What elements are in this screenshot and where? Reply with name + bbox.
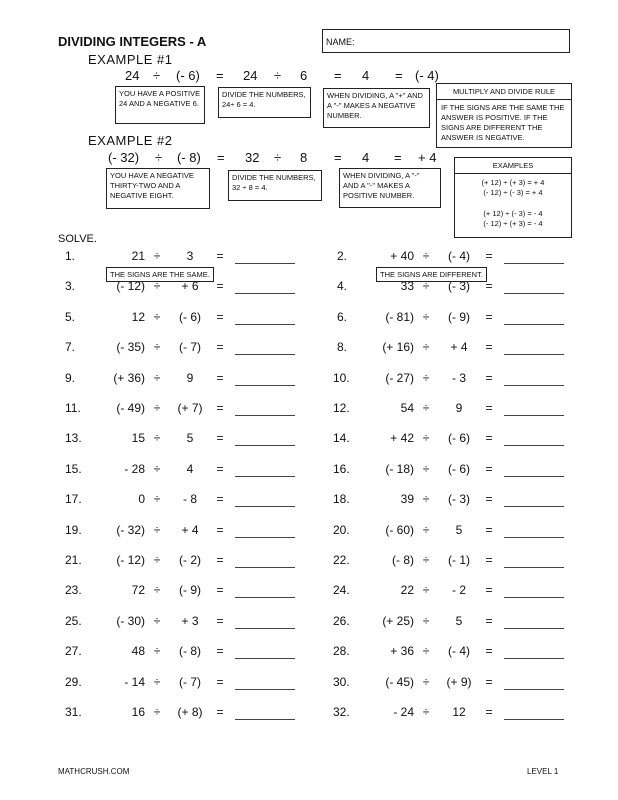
problem-number: 16. xyxy=(333,461,350,476)
dividend: 21 xyxy=(131,249,145,263)
problem-number: 20. xyxy=(333,522,350,537)
eq2-div: ÷ xyxy=(274,150,282,165)
problem-number: 28. xyxy=(333,644,350,659)
example-line: (+ 12) ÷ (- 3) = - 4 xyxy=(483,209,543,218)
dividend: 0 xyxy=(138,492,145,507)
problem-number: 29. xyxy=(65,674,82,689)
problem-number: 11. xyxy=(65,401,81,415)
divide-sign: ÷ xyxy=(153,309,161,324)
eq1-term: (- 4) xyxy=(415,68,439,83)
dividend: (- 60) xyxy=(385,522,414,537)
problem-number: 14. xyxy=(333,431,350,446)
problem-number: 30. xyxy=(333,674,350,689)
divisor: (- 1) xyxy=(448,553,470,567)
eq2-term: + 4 xyxy=(418,150,437,165)
dividend: 54 xyxy=(400,401,414,415)
divide-sign: ÷ xyxy=(422,461,430,476)
problem-number: 13. xyxy=(65,431,82,446)
problem-number: 23. xyxy=(65,583,82,598)
divisor: (+ 9) xyxy=(446,674,472,689)
problem-number: 18. xyxy=(333,492,350,507)
answer-blank[interactable] xyxy=(504,628,564,629)
dividend: (- 30) xyxy=(116,613,145,628)
eq2-term: (- 32) xyxy=(108,150,140,165)
equals-sign: = xyxy=(485,674,493,689)
divisor: (- 4) xyxy=(448,644,470,659)
divisor: 5 xyxy=(455,613,463,628)
divisor: (- 7) xyxy=(179,674,201,689)
equals-sign: = xyxy=(216,492,224,507)
equals-sign: = xyxy=(485,279,493,294)
dividend: 39 xyxy=(400,492,414,507)
divide-sign: ÷ xyxy=(422,370,430,385)
eq1-eq: = xyxy=(334,68,342,83)
divide-sign: ÷ xyxy=(153,705,161,719)
divisor: (- 9) xyxy=(179,583,201,598)
problem-row xyxy=(269,249,589,269)
divide-sign: ÷ xyxy=(422,431,430,446)
equals-sign: = xyxy=(216,370,224,385)
divide-sign: ÷ xyxy=(153,340,161,355)
equals-sign: = xyxy=(485,340,493,355)
problem-number: 21. xyxy=(65,553,82,567)
divide-sign: ÷ xyxy=(153,553,161,567)
divide-sign: ÷ xyxy=(153,613,161,628)
eq2-term: 8 xyxy=(300,150,308,165)
problem-row xyxy=(269,431,589,451)
divide-sign: ÷ xyxy=(422,705,430,719)
equals-sign: = xyxy=(216,583,224,598)
divisor: (- 3) xyxy=(448,279,470,294)
problem-number: 32. xyxy=(333,705,350,719)
divide-sign: ÷ xyxy=(422,249,430,263)
multiply-divide-rule-box xyxy=(436,83,572,148)
equals-sign: = xyxy=(216,553,224,567)
divisor: + 4 xyxy=(450,340,468,355)
dividend: 72 xyxy=(131,583,145,598)
divisor: (- 4) xyxy=(448,249,470,263)
divisor: - 2 xyxy=(451,583,466,598)
divisor: - 8 xyxy=(182,492,197,507)
eq1-eq: = xyxy=(395,68,403,83)
problem-row xyxy=(269,705,589,725)
divisor: 3 xyxy=(186,249,194,263)
equals-sign: = xyxy=(216,249,224,263)
equals-sign: = xyxy=(216,613,224,628)
problem-row xyxy=(269,340,589,360)
eq1-term: (- 6) xyxy=(176,68,200,83)
divide-sign: ÷ xyxy=(422,401,430,415)
dividend: (+ 16) xyxy=(382,340,414,355)
divisor: (- 6) xyxy=(448,461,470,476)
divisor: (+ 7) xyxy=(177,401,203,415)
problem-number: 31. xyxy=(65,705,82,719)
equals-sign: = xyxy=(216,522,224,537)
divide-sign: ÷ xyxy=(153,492,161,507)
hint-problem-1: THE SIGNS ARE THE SAME. xyxy=(106,267,214,282)
eq1-eq: = xyxy=(216,68,224,83)
equals-sign: = xyxy=(485,553,493,567)
divide-sign: ÷ xyxy=(153,583,161,598)
equals-sign: = xyxy=(485,644,493,659)
dividend: - 14 xyxy=(124,674,145,689)
dividend: (- 32) xyxy=(116,522,145,537)
divide-sign: ÷ xyxy=(422,309,430,324)
answer-blank[interactable] xyxy=(504,445,564,446)
problem-number: 25. xyxy=(65,613,82,628)
equals-sign: = xyxy=(216,279,224,294)
dividend: (- 49) xyxy=(116,401,145,415)
eq1-term: 4 xyxy=(362,68,370,83)
problem-number: 4. xyxy=(337,279,348,294)
dividend: 16 xyxy=(131,705,145,719)
divide-sign: ÷ xyxy=(153,522,161,537)
divisor: (- 3) xyxy=(448,492,470,507)
divisor: 4 xyxy=(186,461,194,476)
examples-box xyxy=(454,157,572,238)
worksheet-title: DIVIDING INTEGERS - A xyxy=(58,34,207,49)
example-1-note-3: WHEN DIVIDING, A "+" AND A "-" MAKES A NEGATIVE NUMBER. xyxy=(323,88,430,128)
dividend: (+ 36) xyxy=(113,370,145,385)
eq1-term: 6 xyxy=(300,68,308,83)
example-line: (- 12) ÷ (+ 3) = - 4 xyxy=(483,219,543,228)
eq2-eq: = xyxy=(334,150,342,165)
divide-sign: ÷ xyxy=(422,674,430,689)
answer-blank[interactable] xyxy=(504,293,564,294)
dividend: + 42 xyxy=(390,431,414,446)
equals-sign: = xyxy=(485,492,493,507)
name-field[interactable] xyxy=(322,29,570,53)
answer-blank[interactable] xyxy=(504,506,564,507)
footer-site: MATHCRUSH.COM xyxy=(58,767,130,776)
divide-sign: ÷ xyxy=(153,279,161,294)
examples-heading: EXAMPLES xyxy=(455,158,571,174)
eq2-term: 32 xyxy=(245,150,260,165)
divide-sign: ÷ xyxy=(422,644,430,659)
equals-sign: = xyxy=(485,401,493,415)
equals-sign: = xyxy=(216,644,224,659)
problem-number: 17. xyxy=(65,492,82,507)
divide-sign: ÷ xyxy=(153,249,161,263)
eq1-term: 24 xyxy=(243,68,258,83)
example-1-note-2: DIVIDE THE NUMBERS, 24÷ 6 = 4. xyxy=(218,87,311,118)
equals-sign: = xyxy=(485,583,493,598)
divisor: 9 xyxy=(186,370,194,385)
eq1-div: ÷ xyxy=(274,68,282,83)
divisor: + 3 xyxy=(181,613,199,628)
equals-sign: = xyxy=(485,431,493,446)
divide-sign: ÷ xyxy=(153,370,161,385)
problem-number: 27. xyxy=(65,644,82,659)
problem-row xyxy=(269,553,589,573)
example-1-heading: EXAMPLE #1 xyxy=(88,52,173,67)
problem-number: 26. xyxy=(333,613,350,628)
problem-number: 2. xyxy=(337,249,348,263)
dividend: - 24 xyxy=(393,705,414,719)
problem-number: 5. xyxy=(65,309,76,324)
equals-sign: = xyxy=(485,461,493,476)
rule-text: IF THE SIGNS ARE THE SAME THE ANSWER IS POSITIVE. IF THE SIGNS ARE DIFFERENT THE ANSWER IS NEGATIVE. xyxy=(441,103,565,142)
divisor: 12 xyxy=(452,705,466,719)
problem-row xyxy=(269,401,589,421)
divisor: 5 xyxy=(455,522,463,537)
example-line: (+ 12) ÷ (+ 3) = + 4 xyxy=(481,178,545,187)
divisor: (- 2) xyxy=(179,553,201,567)
divide-sign: ÷ xyxy=(153,674,161,689)
divisor: 5 xyxy=(186,431,194,446)
dividend: (- 8) xyxy=(392,553,414,567)
eq1-term: 24 xyxy=(125,68,140,83)
divisor: - 3 xyxy=(451,370,466,385)
eq2-eq: = xyxy=(217,150,225,165)
divide-sign: ÷ xyxy=(422,553,430,567)
problem-number: 12. xyxy=(333,401,350,415)
equals-sign: = xyxy=(216,705,224,719)
dividend: + 36 xyxy=(390,644,414,659)
dividend: 15 xyxy=(131,431,145,446)
example-1-equation xyxy=(0,68,618,84)
dividend: (- 18) xyxy=(385,461,414,476)
answer-blank[interactable] xyxy=(504,537,564,538)
problem-row xyxy=(269,614,589,634)
problem-number: 19. xyxy=(65,522,82,537)
example-2-equation xyxy=(0,150,454,166)
problem-number: 9. xyxy=(65,370,76,385)
solve-label: SOLVE. xyxy=(58,233,97,245)
example-2-note-2: DIVIDE THE NUMBERS, 32 ÷ 8 = 4. xyxy=(228,170,322,201)
problem-row xyxy=(269,583,589,603)
divisor: 9 xyxy=(455,401,463,415)
divisor: + 6 xyxy=(181,279,199,294)
equals-sign: = xyxy=(216,461,224,476)
equals-sign: = xyxy=(216,431,224,446)
example-1-note-1: YOU HAVE A POSITIVE 24 AND A NEGATIVE 6. xyxy=(115,86,205,124)
equals-sign: = xyxy=(216,401,224,415)
problem-number: 6. xyxy=(337,309,348,324)
divide-sign: ÷ xyxy=(422,522,430,537)
equals-sign: = xyxy=(485,705,493,719)
problem-number: 10. xyxy=(333,370,350,385)
equals-sign: = xyxy=(216,674,224,689)
problem-row xyxy=(269,675,589,695)
divide-sign: ÷ xyxy=(422,279,430,294)
answer-blank[interactable] xyxy=(504,354,564,355)
dividend: (- 27) xyxy=(385,370,414,385)
answer-blank[interactable] xyxy=(504,415,564,416)
problem-row xyxy=(269,523,589,543)
divide-sign: ÷ xyxy=(422,492,430,507)
problem-row xyxy=(269,492,589,512)
answer-blank[interactable] xyxy=(504,263,564,264)
dividend: (- 35) xyxy=(116,340,145,355)
problem-row xyxy=(269,644,589,664)
equals-sign: = xyxy=(485,309,493,324)
answer-blank[interactable] xyxy=(504,719,564,720)
problem-number: 3. xyxy=(65,279,76,294)
equals-sign: = xyxy=(216,340,224,355)
divisor: + 4 xyxy=(181,522,199,537)
problem-number: 24. xyxy=(333,583,350,598)
dividend: (- 81) xyxy=(385,309,414,324)
dividend: 12 xyxy=(131,309,145,324)
problem-row xyxy=(269,310,589,330)
answer-blank[interactable] xyxy=(504,567,564,568)
divisor: (- 8) xyxy=(179,644,201,659)
divide-sign: ÷ xyxy=(422,613,430,628)
eq2-term: (- 8) xyxy=(177,150,201,165)
dividend: - 28 xyxy=(124,461,145,476)
equals-sign: = xyxy=(216,309,224,324)
equals-sign: = xyxy=(485,613,493,628)
divide-sign: ÷ xyxy=(153,401,161,415)
dividend: 48 xyxy=(131,644,145,659)
problem-row xyxy=(269,371,589,391)
problem-number: 8. xyxy=(337,340,348,355)
eq2-eq: = xyxy=(394,150,402,165)
name-label: NAME: xyxy=(326,37,355,47)
dividend: (- 45) xyxy=(385,674,414,689)
answer-blank[interactable] xyxy=(504,689,564,690)
dividend: (- 12) xyxy=(116,553,145,567)
dividend: 33 xyxy=(400,279,414,294)
example-2-note-3: WHEN DIVIDING, A "-" AND A "-" MAKES A POSITIVE NUMBER. xyxy=(339,168,441,208)
divide-sign: ÷ xyxy=(153,431,161,446)
divisor: (- 6) xyxy=(179,309,201,324)
divide-sign: ÷ xyxy=(422,340,430,355)
example-2-heading: EXAMPLE #2 xyxy=(88,133,173,148)
eq2-div: ÷ xyxy=(155,150,163,165)
example-2-note-1: YOU HAVE A NEGATIVE THIRTY-TWO AND A NEGATIVE EIGHT. xyxy=(106,168,210,209)
problem-number: 7. xyxy=(65,340,76,355)
divide-sign: ÷ xyxy=(422,583,430,598)
equals-sign: = xyxy=(485,249,493,263)
rule-heading: MULTIPLY AND DIVIDE RULE xyxy=(437,84,571,100)
answer-blank[interactable] xyxy=(504,385,564,386)
divisor: (- 6) xyxy=(448,431,470,446)
answer-blank[interactable] xyxy=(504,324,564,325)
divisor: (- 9) xyxy=(448,309,470,324)
answer-blank[interactable] xyxy=(504,658,564,659)
divide-sign: ÷ xyxy=(153,644,161,659)
example-line: (- 12) ÷ (- 3) = + 4 xyxy=(483,188,543,197)
dividend: + 40 xyxy=(390,249,414,263)
hint-problem-2: THE SIGNS ARE DIFFERENT. xyxy=(376,267,487,282)
dividend: 22 xyxy=(400,583,414,598)
divisor: (+ 8) xyxy=(177,705,203,719)
eq1-div: ÷ xyxy=(153,68,161,83)
problem-number: 1. xyxy=(65,249,76,263)
footer-level: LEVEL 1 xyxy=(527,767,559,776)
dividend: (- 12) xyxy=(116,279,145,294)
equals-sign: = xyxy=(485,522,493,537)
divide-sign: ÷ xyxy=(153,461,161,476)
problem-number: 22. xyxy=(333,553,350,567)
eq2-term: 4 xyxy=(362,150,370,165)
dividend: (+ 25) xyxy=(382,613,414,628)
equals-sign: = xyxy=(485,370,493,385)
problem-row xyxy=(269,279,589,299)
answer-blank[interactable] xyxy=(504,476,564,477)
answer-blank[interactable] xyxy=(504,597,564,598)
problem-row xyxy=(269,462,589,482)
problem-number: 15. xyxy=(65,461,82,476)
divisor: (- 7) xyxy=(179,340,201,355)
